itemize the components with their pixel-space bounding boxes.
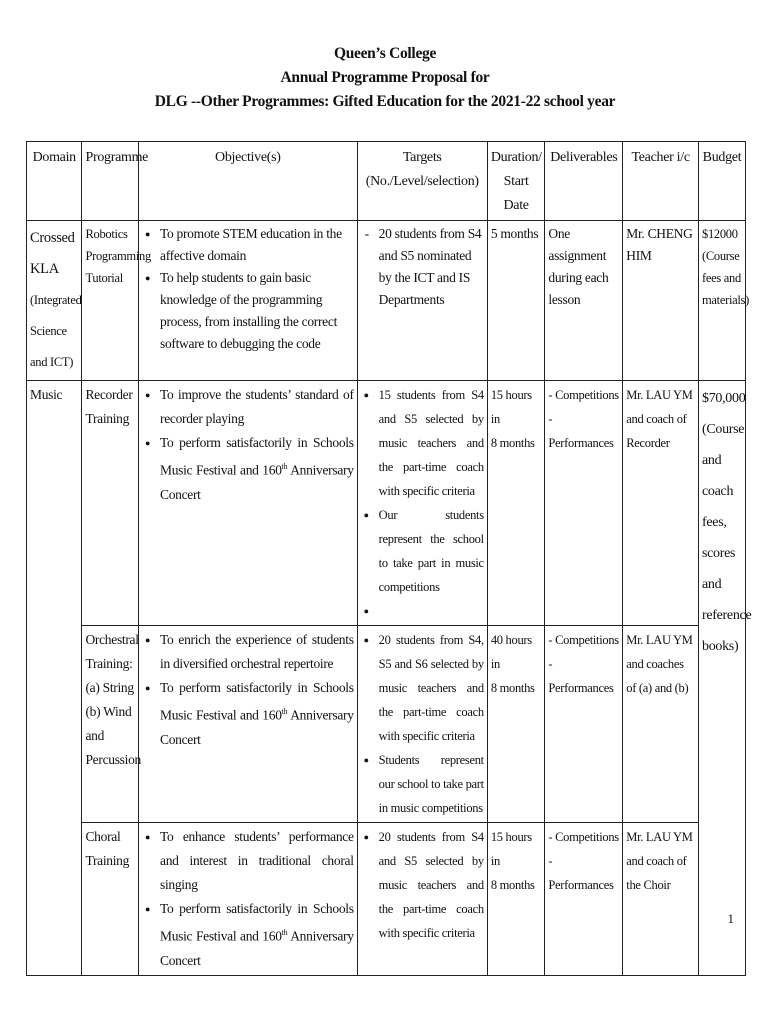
programme-cell-orchestral bbox=[82, 626, 139, 823]
list-item: ● 20 students from S4 and S5 selected by music teachers and the part-time coach with specific criteria bbox=[379, 825, 484, 945]
objectives-cell-choral bbox=[139, 823, 358, 976]
col-header-deliverables: Deliverables bbox=[545, 142, 623, 221]
deliverable-item: - Performances bbox=[548, 412, 614, 450]
table-row-recorder bbox=[27, 381, 746, 626]
col-header-domain: Domain bbox=[27, 142, 82, 221]
domain-line: Science bbox=[30, 324, 67, 338]
list-item: ● To promote STEM education in the affective domain bbox=[160, 223, 354, 267]
objectives-list bbox=[142, 223, 354, 355]
table-header-row bbox=[27, 142, 746, 221]
list-item: ● To improve the students’ standard of recorder playing bbox=[160, 383, 354, 431]
school-name: Queen’s College bbox=[333, 45, 437, 62]
targets-list bbox=[361, 825, 484, 945]
duration-line: 40 hours in bbox=[490, 633, 532, 671]
budget-value: $70,000 (Course and coach fees, scores and reference books) bbox=[702, 391, 752, 654]
targets-cell-recorder bbox=[357, 381, 487, 626]
domain-line: and ICT) bbox=[30, 355, 74, 369]
objectives-list bbox=[142, 628, 354, 752]
budget-cell-music bbox=[699, 381, 752, 976]
list-item: ● Our students represent the school to take part in music competitions bbox=[379, 503, 484, 599]
programme-name: Robotics Programming Tutorial bbox=[85, 227, 151, 285]
table-row-robotics bbox=[27, 221, 746, 381]
col-header-duration bbox=[487, 142, 545, 221]
targets-list bbox=[361, 223, 484, 311]
programme-line: Percussion bbox=[85, 752, 141, 767]
proposal-subtitle: DLG --Other Programmes: Gifted Education for the 2021-22 school year bbox=[154, 93, 616, 110]
list-item: - 20 students from S4 and S5 nominated by the ICT and IS Departments bbox=[379, 223, 484, 311]
proposal-table bbox=[26, 141, 752, 976]
programme-cell-recorder bbox=[82, 381, 139, 626]
duration-cell-recorder bbox=[487, 381, 545, 626]
list-item: ● To perform satisfactorily in Schools Music Festival and 160th Anniversary Concert bbox=[160, 676, 354, 752]
col-header-programme: Programme bbox=[82, 142, 139, 221]
targets-header-line2: (No./Level/selection) bbox=[365, 174, 479, 189]
duration-header-line2: Start Date bbox=[503, 174, 529, 213]
duration-line: 15 hours in bbox=[490, 830, 532, 868]
programme-line: Choral bbox=[85, 829, 121, 844]
targets-cell-robotics bbox=[357, 221, 487, 381]
document-header bbox=[0, 42, 770, 114]
list-item: ● To perform satisfactorily in Schools Music Festival and 160th Anniversary Concert bbox=[160, 897, 354, 973]
col-header-targets bbox=[357, 142, 487, 221]
objectives-list bbox=[142, 825, 354, 973]
deliverables-cell-orchestral bbox=[545, 626, 623, 823]
domain-line: Crossed bbox=[30, 230, 75, 246]
programme-line: Orchestral bbox=[85, 632, 139, 647]
targets-header-line1: Targets bbox=[402, 150, 442, 165]
deliverables-cell-recorder bbox=[545, 381, 623, 626]
budget-cell-robotics bbox=[699, 221, 749, 381]
deliverable-item: - Competitions bbox=[548, 830, 619, 844]
list-item: ● To enrich the experience of students in diversified orchestral repertoire bbox=[160, 628, 354, 676]
programme-line: Training bbox=[85, 853, 130, 868]
table-row-orchestral bbox=[27, 626, 746, 823]
domain-cell-robotics bbox=[27, 221, 82, 381]
programme-line: and bbox=[85, 728, 105, 743]
table-row-choral bbox=[27, 823, 746, 976]
duration-line: 8 months bbox=[490, 681, 535, 695]
teacher-cell-choral: Mr. LAU YM and coach of the Choir bbox=[623, 823, 699, 976]
deliverable-item: - Competitions bbox=[548, 388, 619, 402]
targets-cell-choral bbox=[357, 823, 487, 976]
col-header-objectives: Objective(s) bbox=[139, 142, 358, 221]
duration-line: 15 hours in bbox=[490, 388, 532, 426]
targets-list bbox=[361, 628, 484, 820]
deliverables-cell-choral bbox=[545, 823, 623, 976]
duration-line: 8 months bbox=[490, 878, 535, 892]
teacher-cell-recorder: Mr. LAU YM and coach of Recorder bbox=[623, 381, 699, 626]
list-item: ● To perform satisfactorily in Schools Music Festival and 160th Anniversary Concert bbox=[160, 431, 354, 507]
domain-line: (Integrated bbox=[30, 293, 82, 307]
objectives-cell-recorder bbox=[139, 381, 358, 626]
targets-cell-orchestral bbox=[357, 626, 487, 823]
targets-list bbox=[361, 383, 484, 623]
duration-cell-orchestral bbox=[487, 626, 545, 823]
list-item: ● 15 students from S4 and S5 selected by music teachers and the part-time coach with specific criteria bbox=[379, 383, 484, 503]
list-item: ● To enhance students’ performance and interest in traditional choral singing bbox=[160, 825, 354, 897]
domain-cell-music: Music bbox=[27, 381, 82, 976]
list-item: ● 20 students from S4, S5 and S6 selected by music teachers and the part-time coach with specific criteria bbox=[379, 628, 484, 748]
list-item bbox=[379, 599, 484, 623]
objectives-cell-orchestral bbox=[139, 626, 358, 823]
domain-line: KLA bbox=[30, 261, 59, 277]
col-header-budget: Budget bbox=[699, 142, 746, 221]
budget-value: $12000 (Course fees and materials) bbox=[702, 227, 749, 307]
col-header-teacher: Teacher i/c bbox=[623, 142, 699, 221]
duration-cell-choral bbox=[487, 823, 545, 976]
objectives-list bbox=[142, 383, 354, 507]
deliverables-cell-robotics: One assignment during each lesson bbox=[545, 221, 623, 381]
programme-line: Recorder bbox=[85, 387, 133, 402]
programme-line: Training bbox=[85, 411, 130, 426]
proposal-title: Annual Programme Proposal for bbox=[280, 69, 490, 86]
deliverable-item: - Competitions bbox=[548, 633, 619, 647]
deliverable-item: - Performances bbox=[548, 657, 614, 695]
deliverable-item: - Performances bbox=[548, 854, 614, 892]
objectives-cell-robotics bbox=[139, 221, 358, 381]
programme-line: (b) Wind bbox=[85, 704, 132, 719]
teacher-cell-robotics: Mr. CHENG HIM bbox=[623, 221, 699, 381]
duration-line: 8 months bbox=[490, 436, 535, 450]
programme-cell-choral bbox=[82, 823, 139, 976]
duration-header-line1: Duration/ bbox=[490, 150, 542, 165]
list-item: ● Students represent our school to take part in music competitions bbox=[379, 748, 484, 820]
list-item: ● To help students to gain basic knowledge of the programming process, from installing the correct software to debugging the code bbox=[160, 267, 354, 355]
programme-cell-robotics bbox=[82, 221, 151, 381]
programme-line: (a) String bbox=[85, 680, 134, 695]
teacher-cell-orchestral: Mr. LAU YM and coaches of (a) and (b) bbox=[623, 626, 699, 823]
page-number: 1 bbox=[727, 911, 734, 926]
duration-cell-robotics: 5 months bbox=[487, 221, 545, 381]
programme-line: Training: bbox=[85, 656, 133, 671]
